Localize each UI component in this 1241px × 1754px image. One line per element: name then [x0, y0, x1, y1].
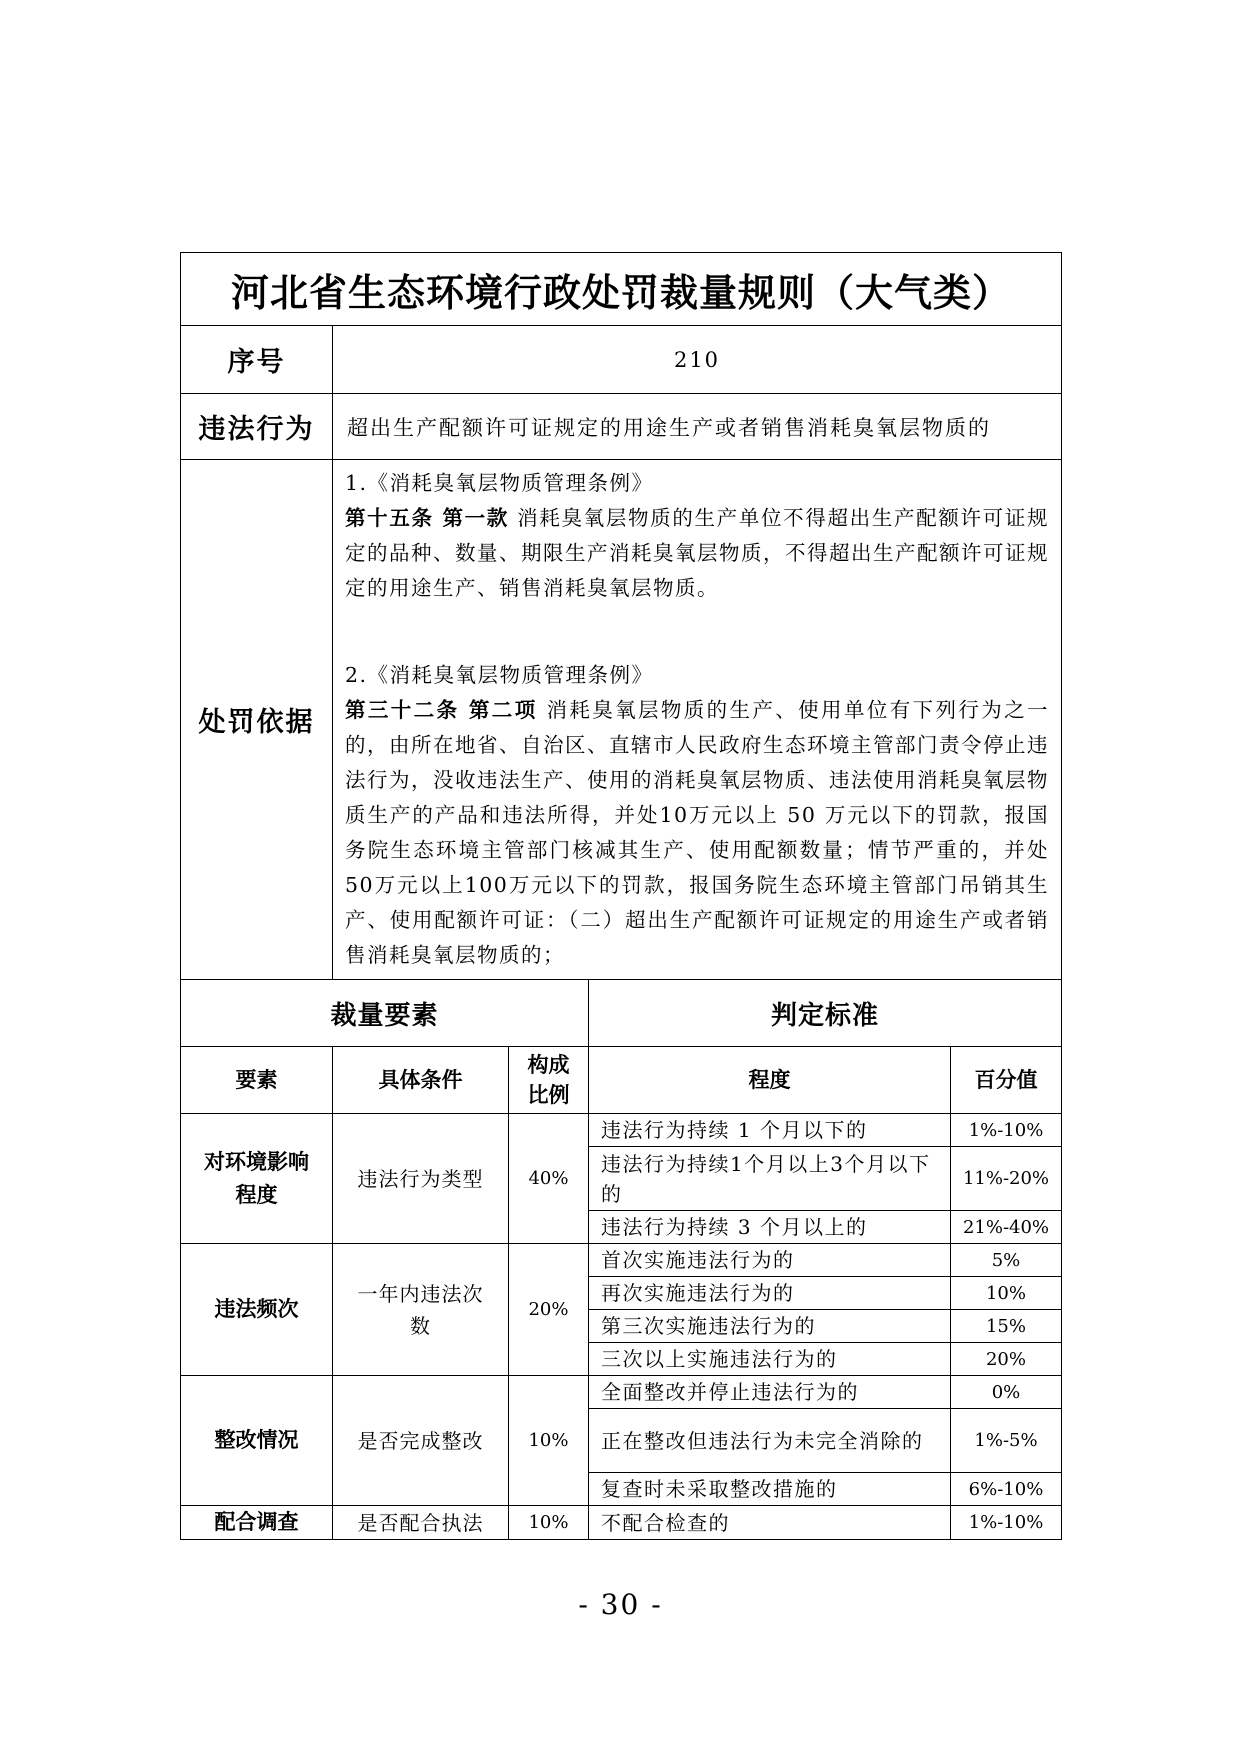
- basis-content: [333, 460, 1062, 980]
- percent-cell: 1%-5%: [951, 1409, 1062, 1473]
- condition-rectification-complete: 是否完成整改: [333, 1376, 509, 1506]
- percent-cell: 6%-10%: [951, 1473, 1062, 1506]
- page-number: - 30 -: [578, 1588, 663, 1621]
- basis-article-2: 第三十二条 第二项: [345, 698, 538, 722]
- degree-cell: 违法行为持续 1 个月以下的: [589, 1114, 951, 1147]
- standards-section-header: 判定标准: [589, 980, 1062, 1047]
- document-title: 河北省生态环境行政处罚裁量规则（大气类）: [181, 253, 1062, 326]
- condition-cooperation: 是否配合执法: [333, 1506, 509, 1540]
- basis-article-1: 第十五条 第一款: [345, 506, 509, 530]
- degree-cell: 全面整改并停止违法行为的: [589, 1376, 951, 1409]
- degree-cell: 首次实施违法行为的: [589, 1244, 951, 1277]
- ratio-cooperation: 10%: [509, 1506, 589, 1540]
- basis-text-1: 消耗臭氧层物质的生产单位不得超出生产配额许可证规定的品种、数量、期限生产消耗臭氧层物质，不得超出生产配额许可证规定的用途生产、销售消耗臭氧层物质。: [345, 506, 1049, 600]
- percent-cell: 1%-10%: [951, 1506, 1062, 1540]
- column-header-percent: 百分值: [951, 1047, 1062, 1114]
- condition-violation-type: 违法行为类型: [333, 1114, 509, 1244]
- degree-cell: 不配合检查的: [589, 1506, 951, 1540]
- serial-value: 210: [333, 326, 1062, 394]
- serial-label: 序号: [181, 326, 333, 394]
- basis-label: 处罚依据: [181, 460, 333, 980]
- percent-cell: 5%: [951, 1244, 1062, 1277]
- penalty-discretion-table: [180, 252, 1062, 1540]
- percent-cell: 10%: [951, 1277, 1062, 1310]
- degree-cell: 三次以上实施违法行为的: [589, 1343, 951, 1376]
- factor-violation-frequency: 违法频次: [181, 1244, 333, 1376]
- factor-rectification: 整改情况: [181, 1376, 333, 1506]
- condition-violation-count: 一年内违法次数: [333, 1244, 509, 1376]
- violation-label: 违法行为: [181, 394, 333, 460]
- ratio-violation-frequency: 20%: [509, 1244, 589, 1376]
- percent-cell: 0%: [951, 1376, 1062, 1409]
- percent-cell: 21%-40%: [951, 1211, 1062, 1244]
- degree-cell: 第三次实施违法行为的: [589, 1310, 951, 1343]
- ratio-rectification: 10%: [509, 1376, 589, 1506]
- factor-cooperation: 配合调查: [181, 1506, 333, 1540]
- violation-value: 超出生产配额许可证规定的用途生产或者销售消耗臭氧层物质的: [333, 394, 1062, 460]
- column-header-degree: 程度: [589, 1047, 951, 1114]
- basis-law-1: 1.《消耗臭氧层物质管理条例》: [345, 471, 654, 495]
- degree-cell: 违法行为持续1个月以上3个月以下的: [589, 1147, 951, 1211]
- degree-cell: 违法行为持续 3 个月以上的: [589, 1211, 951, 1244]
- degree-cell: 正在整改但违法行为未完全消除的: [589, 1409, 951, 1473]
- factor-environment-impact: 对环境影响程度: [181, 1114, 333, 1244]
- basis-law-2: 2.《消耗臭氧层物质管理条例》: [345, 663, 654, 687]
- basis-text-2: 消耗臭氧层物质的生产、使用单位有下列行为之一的，由所在地省、自治区、直辖市人民政府生态环境主管部门责令停止违法行为，没收违法生产、使用的消耗臭氧层物质、违法使用消耗臭氧层物质生产的产品和违法所得，并处10万元以上 50 万元以下的罚款，报国务院生态环境主管部门核减其生产、使用配额数量；情节严重的，并处50万元以上100万元以下的罚款，报国务院生态环境主管部门吊销其生产、使用配额许可证：（二）超出生产配额许可证规定的用途生产或者销售消耗臭氧层物质的；: [345, 698, 1049, 967]
- degree-cell: 复查时未采取整改措施的: [589, 1473, 951, 1506]
- factors-section-header: 裁量要素: [181, 980, 589, 1047]
- percent-cell: 20%: [951, 1343, 1062, 1376]
- column-header-condition: 具体条件: [333, 1047, 509, 1114]
- column-header-factor: 要素: [181, 1047, 333, 1114]
- percent-cell: 1%-10%: [951, 1114, 1062, 1147]
- column-header-ratio: 构成比例: [509, 1047, 589, 1114]
- percent-cell: 11%-20%: [951, 1147, 1062, 1211]
- degree-cell: 再次实施违法行为的: [589, 1277, 951, 1310]
- ratio-environment-impact: 40%: [509, 1114, 589, 1244]
- percent-cell: 15%: [951, 1310, 1062, 1343]
